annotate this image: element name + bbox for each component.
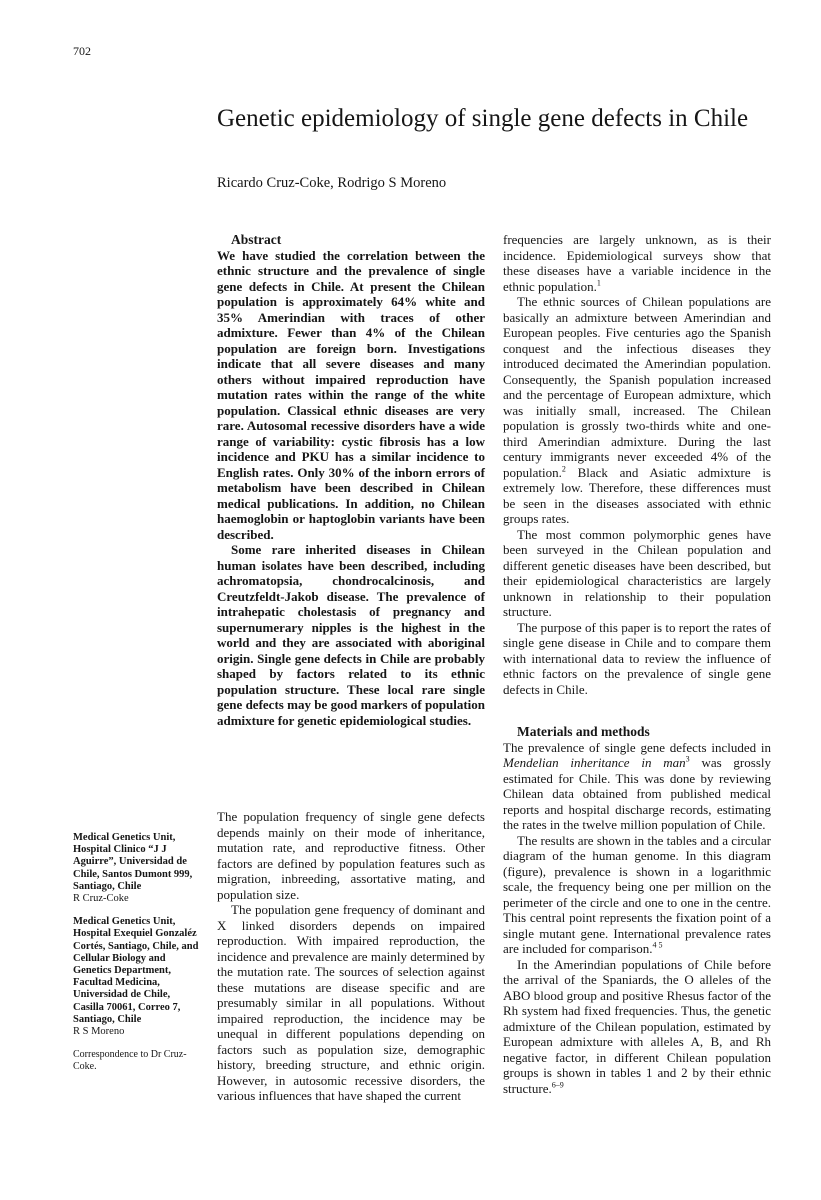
methods-paragraph-2-text: The results are shown in the tables and a circular diagram of the human genome. In this diagram (figure), prevalence is shown in a logarithmic scale, the frequency being one per million on the perimeter of the circle and one to one in the centre. This central point represents the fixation point of a single mutant gene. International prevalence rates are included for comparison.: [503, 832, 771, 956]
affiliation-2-author: R S Moreno: [73, 1026, 125, 1038]
intro-paragraph-5: The most common polymorphic genes have been surveyed in the Chilean population and different genetic diseases have been described, but their epidemiological characteristics are largely unknown in relationship to their population structure.: [503, 526, 771, 619]
reference-4-5: 4 5: [652, 940, 663, 950]
intro-paragraph-4-text-a: The ethnic sources of Chilean populations are basically an admixture between Amerindian and European peoples. Five centuries ago the Spanish conquest and the infectious diseases they introduced decimated the Amerindian population. Consequently, the Spanish population increased and the percentage of European admixture, which was initially small, increased. The Chilean population is grossly two-thirds white and one-third Amerindian admixture. During the last century immigrants never exceeded 4% of the population.: [503, 294, 771, 480]
correspondence-note: Correspondence to Dr Cruz-Coke.: [73, 1049, 187, 1072]
intro-paragraph-6: The purpose of this paper is to report the rates of single gene disease in Chile and to compare them with international data to review the influence of ethnic factors on the prevalence of single gene defects in Chile.: [503, 619, 771, 697]
reference-2: 2: [561, 464, 566, 474]
methods-paragraph-1-text-a: The prevalence of single gene defects included in: [503, 739, 771, 755]
abstract-paragraph-1: We have studied the correlation between the ethnic structure and the prevalence of single gene defects in Chile. At present the Chilean population is approximately 64% white and 35% Amerindian with traces of other admixture. Fewer than 4% of the Chilean population are foreign born. Investigations indicate that all severe diseases and many others without impaired reproduction have mutation rates within the range of the white population. Classical ethnic diseases are very rare. Autosomal recessive disorders have a wide range of variability: cystic fibrosis has a low incidence and PKU has a similar incidence to English rates. Only 30% of the inborn errors of metabolism have been described in Chilean medical publications. In addition, no Chilean haemoglobin or haptoglobin variants have been described.: [217, 247, 485, 542]
affiliation-2: Medical Genetics Unit, Hospital Exequiel Gonzaléz Cortés, Santiago, Chile, and Cellular Biology and Genetics Department, Facultad Medicina, Universidad de Chile, Casilla 70061, Correo 7, Santiago, Chile: [73, 916, 199, 1025]
page-number: 702: [73, 44, 91, 58]
intro-left-column: [217, 809, 485, 1104]
abstract-paragraph-2: Some rare inherited diseases in Chilean human isolates have been described, including achromatopsia, chondrocalcinosis, and Creutzfeldt-Jakob disease. The prevalence of intrahepatic cholestasis of pregnancy and supernumerary nipples is the highest in the world and they are associated with aboriginal origin. Single gene defects in Chile are probably shaped by factors related to its ethnic population structure. These local rare single gene defects may be good markers of population admixture for genetic epidemiological studies.: [217, 542, 485, 728]
methods-paragraph-3-text: In the Amerindian populations of Chile before the arrival of the Spaniards, the O alleles of the ABO blood group and positive Rhesus factor of the Rh system had fixed frequencies. Thus, the genetic admixture of the Chilean population, estimated by European admixture with alleles A, B, and Rh negative factor, in different Chilean population groups is shown in tables 1 and 2 by their ethnic structure.: [503, 956, 771, 1096]
abstract-section: [217, 232, 485, 728]
intro-paragraph-1: The population frequency of single gene defects depends mainly on their mode of inheritance, mutation rate, and reproductive fitness. Other factors are defined by population features such as migration, inbreeding, assortative mating, and population size.: [217, 809, 485, 902]
intro-paragraph-2: The population gene frequency of dominant and X linked disorders depends on impaired reproduction. With impaired reproduction, the incidence and prevalence are mainly determined by the mutation rate. The sources of selection against these mutations are disease specific and are presumably similar in all populations. Without impaired reproduction, the incidence may be unequal in different populations depending on factors such as population size, demographic history, breeding structure, and ethnic origin. However, in autosomic recessive disorders, the various influences that have shaped the current: [217, 902, 485, 1103]
article-title: Genetic epidemiology of single gene defects in Chile: [217, 104, 749, 132]
intro-paragraph-4: [503, 294, 771, 527]
affiliation-1: Medical Genetics Unit, Hospital Clinico “J J Aguirre”, Universidad de Chile, Santos Dumont 999, Santiago, Chile: [73, 832, 193, 892]
reference-3: 3: [685, 754, 690, 764]
methods-heading: Materials and methods: [517, 724, 650, 739]
reference-6-9: 6–9: [551, 1080, 564, 1090]
methods-paragraph-3: [503, 957, 771, 1097]
methods-paragraph-1-text-b: was grossly estimated for Chile. This was done by reviewing Chilean data obtained from published medical reports and hospital discharge records, estimating the rates in the twelve million population of Chile.: [503, 755, 771, 832]
methods-paragraph-2: [503, 833, 771, 957]
author-list: Ricardo Cruz-Coke, Rodrigo S Moreno: [217, 175, 447, 191]
affiliations: [73, 832, 203, 1072]
methods-book-title: Mendelian inheritance in man: [503, 755, 686, 770]
methods-paragraph-1: [503, 740, 771, 833]
intro-paragraph-3-text: frequencies are largely unknown, as is their incidence. Epidemiological surveys show that these diseases have a variable incidence in the ethnic population.: [503, 232, 771, 294]
abstract-heading: Abstract: [231, 232, 282, 247]
intro-paragraph-4-text-b: Black and Asiatic admixture is extremely low. Therefore, these differences must be seen in the diseases associated with ethnic groups rates.: [503, 464, 771, 526]
intro-paragraph-3: [503, 232, 771, 294]
intro-right-column: [503, 232, 771, 697]
methods-section: [503, 724, 771, 1096]
affiliation-1-author: R Cruz-Coke: [73, 893, 129, 905]
reference-1: 1: [596, 278, 601, 288]
